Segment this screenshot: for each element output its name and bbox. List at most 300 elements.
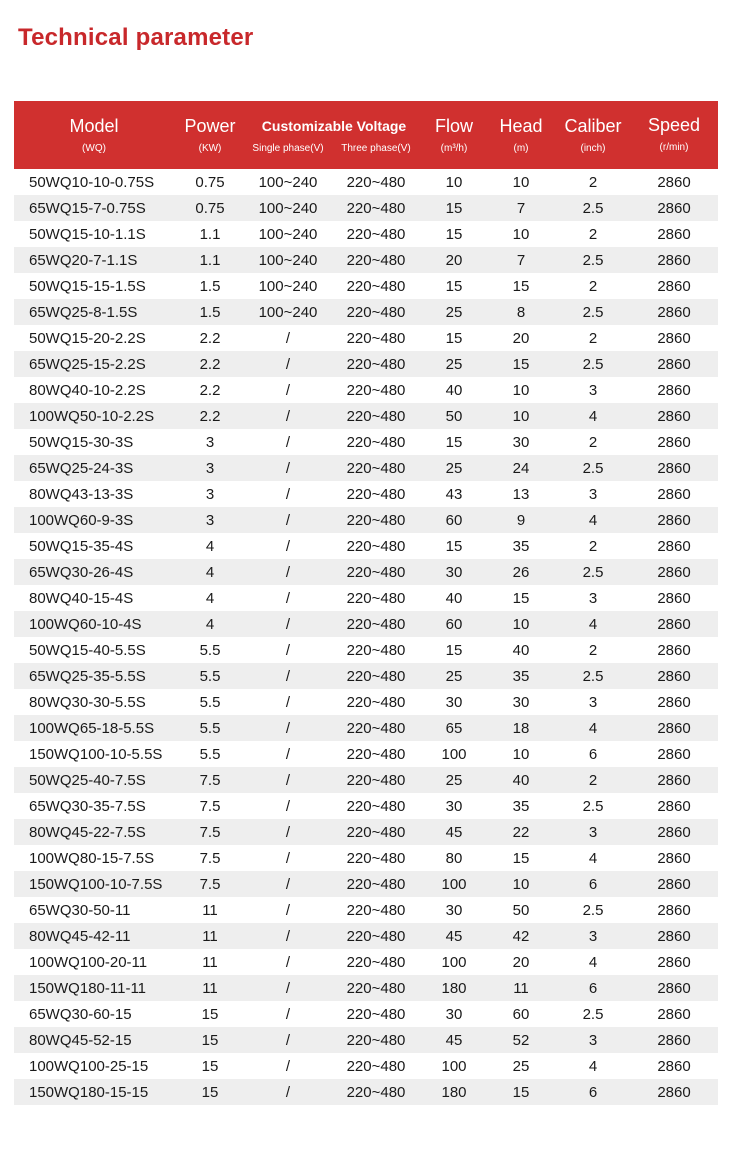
cell-flow: 25 [445,771,463,789]
cell-caliber: 6 [588,875,598,893]
cell-speed: 2860 [657,563,691,581]
technical-parameter-table [14,101,718,1105]
cell-speed: 2860 [657,615,691,633]
cell-caliber: 2 [588,277,598,295]
cell-head: 24 [512,459,530,477]
cell-speed: 2860 [657,537,691,555]
cell-single-phase: / [285,355,291,373]
cell-single-phase: / [285,615,291,633]
cell-speed: 2860 [657,589,691,607]
table-row [14,247,718,273]
cell-flow: 25 [445,303,463,321]
cell-flow: 40 [445,589,463,607]
cell-single-phase: 100~240 [258,303,318,321]
cell-single-phase: / [285,433,291,451]
cell-head: 50 [512,901,530,919]
cell-power: 4 [205,537,215,555]
table-row [14,585,718,611]
cell-caliber: 2.5 [582,901,604,919]
cell-power: 0.75 [195,199,225,217]
cell-model: 150WQ100-10-5.5S [29,745,163,763]
cell-flow: 60 [445,511,463,529]
cell-three-phase: 220~480 [346,927,406,945]
cell-flow: 180 [441,979,467,997]
cell-single-phase: / [285,719,291,737]
cell-speed: 2860 [657,277,691,295]
header-caliber-unit: (inch) [580,143,606,154]
table-row [14,351,718,377]
cell-head: 11 [513,979,529,997]
cell-model: 50WQ15-40-5.5S [29,641,146,659]
cell-three-phase: 220~480 [346,329,406,347]
table-row [14,923,718,949]
cell-three-phase: 220~480 [346,901,406,919]
table-row [14,507,718,533]
cell-power: 3 [205,459,215,477]
table-row [14,897,718,923]
cell-three-phase: 220~480 [346,589,406,607]
cell-speed: 2860 [657,173,691,191]
header-head-unit: (m) [513,143,529,154]
cell-speed: 2860 [657,953,691,971]
cell-flow: 180 [441,1083,467,1101]
cell-flow: 15 [445,225,463,243]
cell-caliber: 6 [588,1083,598,1101]
header-model [14,101,174,169]
cell-model: 50WQ10-10-0.75S [29,173,155,191]
cell-three-phase: 220~480 [346,953,406,971]
header-head [486,101,556,169]
cell-caliber: 3 [588,693,598,711]
cell-caliber: 2 [588,433,598,451]
cell-caliber: 4 [588,849,598,867]
cell-model: 50WQ15-10-1.1S [29,225,146,243]
cell-head: 15 [512,849,530,867]
cell-model: 65WQ15-7-0.75S [29,199,146,217]
cell-head: 42 [512,927,530,945]
cell-head: 40 [512,771,530,789]
cell-head: 30 [512,433,530,451]
cell-three-phase: 220~480 [346,459,406,477]
cell-model: 80WQ40-10-2.2S [29,381,146,399]
cell-power: 3 [205,511,215,529]
cell-model: 100WQ65-18-5.5S [29,719,155,737]
table-row [14,455,718,481]
cell-single-phase: / [285,797,291,815]
cell-power: 11 [202,953,218,971]
header-power [174,101,246,169]
header-row [14,101,718,169]
cell-power: 4 [205,615,215,633]
cell-caliber: 3 [588,823,598,841]
cell-single-phase: / [285,927,291,945]
cell-three-phase: 220~480 [346,381,406,399]
cell-power: 2.2 [199,381,221,399]
cell-model: 100WQ60-10-4S [29,615,142,633]
cell-flow: 20 [445,251,463,269]
cell-three-phase: 220~480 [346,277,406,295]
cell-flow: 15 [445,277,463,295]
cell-head: 35 [512,667,530,685]
cell-caliber: 6 [588,979,598,997]
cell-three-phase: 220~480 [346,173,406,191]
cell-flow: 30 [445,563,463,581]
table-row [14,741,718,767]
cell-caliber: 2.5 [582,251,604,269]
cell-flow: 50 [445,407,463,425]
cell-flow: 30 [445,1005,463,1023]
table-row [14,273,718,299]
cell-caliber: 3 [588,927,598,945]
cell-speed: 2860 [657,485,691,503]
cell-three-phase: 220~480 [346,641,406,659]
header-power-label: Power [184,116,236,136]
cell-head: 10 [512,745,530,763]
cell-power: 1.5 [199,303,221,321]
table-row [14,637,718,663]
cell-speed: 2860 [657,823,691,841]
cell-three-phase: 220~480 [346,745,406,763]
table-row [14,169,718,195]
cell-head: 10 [512,173,530,191]
cell-caliber: 2.5 [582,459,604,477]
cell-caliber: 2.5 [582,1005,604,1023]
cell-power: 3 [205,433,215,451]
cell-speed: 2860 [657,329,691,347]
cell-caliber: 3 [588,589,598,607]
table-row [14,325,718,351]
table-row [14,429,718,455]
cell-model: 100WQ100-20-11 [29,953,148,971]
cell-speed: 2860 [657,667,691,685]
cell-power: 1.1 [199,225,221,243]
table-row [14,819,718,845]
cell-three-phase: 220~480 [346,771,406,789]
header-caliber-label: Caliber [564,116,622,136]
cell-caliber: 6 [588,745,598,763]
cell-speed: 2860 [657,381,691,399]
cell-model: 100WQ80-15-7.5S [29,849,155,867]
header-voltage-subheaders [246,143,422,155]
cell-speed: 2860 [657,641,691,659]
cell-caliber: 3 [588,485,598,503]
cell-power: 2.2 [199,407,221,425]
cell-flow: 15 [445,537,463,555]
cell-model: 65WQ25-35-5.5S [29,667,146,685]
cell-caliber: 2.5 [582,355,604,373]
cell-model: 50WQ25-40-7.5S [29,771,146,789]
cell-model: 65WQ25-8-1.5S [29,303,138,321]
cell-three-phase: 220~480 [346,407,406,425]
cell-speed: 2860 [657,797,691,815]
cell-head: 18 [512,719,530,737]
cell-three-phase: 220~480 [346,719,406,737]
cell-head: 7 [516,251,526,269]
cell-caliber: 2.5 [582,563,604,581]
cell-head: 60 [512,1005,530,1023]
cell-model: 65WQ25-15-2.2S [29,355,146,373]
header-single-phase: Single phase(V) [252,143,324,154]
cell-three-phase: 220~480 [346,1005,406,1023]
table-row [14,949,718,975]
cell-single-phase: 100~240 [258,277,318,295]
cell-flow: 40 [445,381,463,399]
cell-model: 80WQ43-13-3S [29,485,134,503]
cell-single-phase: 100~240 [258,173,318,191]
header-speed-label: Speed [647,115,701,135]
cell-model: 150WQ100-10-7.5S [29,875,163,893]
cell-speed: 2860 [657,901,691,919]
cell-power: 2.2 [199,355,221,373]
cell-power: 5.5 [199,641,221,659]
cell-single-phase: / [285,589,291,607]
table-row [14,377,718,403]
table-row [14,533,718,559]
cell-head: 22 [512,823,530,841]
table-row [14,221,718,247]
cell-head: 15 [512,589,530,607]
table-body [14,169,718,1105]
cell-single-phase: / [285,849,291,867]
cell-caliber: 4 [588,615,598,633]
cell-speed: 2860 [657,719,691,737]
table-row [14,403,718,429]
cell-power: 4 [205,589,215,607]
cell-single-phase: / [285,823,291,841]
cell-model: 80WQ45-42-11 [29,927,131,945]
cell-power: 2.2 [199,329,221,347]
cell-speed: 2860 [657,979,691,997]
cell-model: 80WQ45-52-15 [29,1031,132,1049]
cell-three-phase: 220~480 [346,485,406,503]
table-row [14,299,718,325]
cell-head: 15 [512,355,530,373]
cell-model: 80WQ45-22-7.5S [29,823,146,841]
cell-three-phase: 220~480 [346,667,406,685]
cell-speed: 2860 [657,771,691,789]
cell-three-phase: 220~480 [346,849,406,867]
cell-single-phase: / [285,563,291,581]
header-voltage-label: Customizable Voltage [261,118,407,134]
cell-three-phase: 220~480 [346,537,406,555]
cell-speed: 2860 [657,849,691,867]
cell-model: 100WQ100-25-15 [29,1057,149,1075]
cell-single-phase: / [285,1005,291,1023]
cell-power: 11 [202,927,218,945]
cell-three-phase: 220~480 [346,615,406,633]
header-model-label: Model [69,116,119,136]
cell-flow: 25 [445,667,463,685]
cell-head: 13 [512,485,530,503]
cell-speed: 2860 [657,1005,691,1023]
cell-model: 150WQ180-11-11 [29,979,147,997]
table-row [14,1027,718,1053]
cell-flow: 65 [445,719,463,737]
cell-three-phase: 220~480 [346,199,406,217]
cell-three-phase: 220~480 [346,251,406,269]
cell-head: 25 [512,1057,530,1075]
header-speed [630,101,718,169]
header-power-unit: (KW) [198,143,222,154]
cell-caliber: 4 [588,511,598,529]
cell-speed: 2860 [657,251,691,269]
cell-model: 65WQ20-7-1.1S [29,251,138,269]
cell-model: 150WQ180-15-15 [29,1083,149,1101]
cell-head: 10 [512,615,530,633]
cell-flow: 15 [445,641,463,659]
cell-three-phase: 220~480 [346,875,406,893]
cell-power: 0.75 [195,173,225,191]
cell-flow: 100 [441,745,467,763]
table-row [14,975,718,1001]
cell-power: 11 [202,979,218,997]
table-row [14,715,718,741]
cell-flow: 30 [445,693,463,711]
cell-flow: 30 [445,797,463,815]
cell-model: 65WQ30-26-4S [29,563,134,581]
cell-flow: 25 [445,355,463,373]
cell-single-phase: / [285,329,291,347]
cell-three-phase: 220~480 [346,303,406,321]
table-row [14,1053,718,1079]
cell-three-phase: 220~480 [346,225,406,243]
cell-single-phase: / [285,693,291,711]
header-head-label: Head [499,116,543,136]
cell-caliber: 2.5 [582,667,604,685]
cell-single-phase: / [285,381,291,399]
cell-single-phase: / [285,407,291,425]
cell-model: 80WQ40-15-4S [29,589,134,607]
cell-single-phase: / [285,511,291,529]
cell-head: 8 [516,303,526,321]
cell-speed: 2860 [657,875,691,893]
cell-power: 5.5 [199,693,221,711]
cell-caliber: 2 [588,173,598,191]
cell-single-phase: / [285,1083,291,1101]
table-row [14,663,718,689]
table-row [14,481,718,507]
cell-power: 3 [205,485,215,503]
cell-single-phase: / [285,641,291,659]
cell-speed: 2860 [657,225,691,243]
cell-model: 65WQ30-35-7.5S [29,797,146,815]
table-row [14,793,718,819]
header-voltage [246,101,422,169]
cell-speed: 2860 [657,927,691,945]
cell-speed: 2860 [657,433,691,451]
cell-three-phase: 220~480 [346,823,406,841]
cell-model: 50WQ15-15-1.5S [29,277,146,295]
cell-flow: 15 [445,199,463,217]
header-flow [422,101,486,169]
cell-single-phase: / [285,667,291,685]
cell-power: 5.5 [199,745,221,763]
table-row [14,689,718,715]
table-row [14,845,718,871]
cell-flow: 80 [445,849,463,867]
cell-speed: 2860 [657,199,691,217]
cell-caliber: 2 [588,537,598,555]
cell-single-phase: / [285,953,291,971]
cell-head: 10 [512,381,530,399]
cell-single-phase: / [285,979,291,997]
cell-caliber: 4 [588,1057,598,1075]
table-row [14,767,718,793]
cell-flow: 100 [441,1057,467,1075]
cell-single-phase: 100~240 [258,225,318,243]
cell-power: 7.5 [199,797,221,815]
cell-head: 20 [512,953,530,971]
cell-head: 40 [512,641,530,659]
cell-power: 7.5 [199,823,221,841]
cell-caliber: 2 [588,225,598,243]
cell-power: 15 [201,1057,219,1075]
cell-flow: 45 [445,1031,463,1049]
cell-flow: 30 [445,901,463,919]
cell-single-phase: 100~240 [258,199,318,217]
cell-caliber: 3 [588,381,598,399]
cell-model: 65WQ30-60-15 [29,1005,132,1023]
cell-head: 52 [512,1031,530,1049]
cell-three-phase: 220~480 [346,979,406,997]
cell-three-phase: 220~480 [346,1057,406,1075]
cell-speed: 2860 [657,1057,691,1075]
cell-caliber: 2 [588,771,598,789]
cell-flow: 15 [445,433,463,451]
cell-model: 100WQ50-10-2.2S [29,407,155,425]
table-row [14,611,718,637]
cell-head: 7 [516,199,526,217]
cell-power: 7.5 [199,771,221,789]
cell-caliber: 2.5 [582,303,604,321]
cell-single-phase: / [285,1057,291,1075]
cell-speed: 2860 [657,693,691,711]
cell-model: 50WQ15-30-3S [29,433,134,451]
header-caliber [556,101,630,169]
cell-flow: 25 [445,459,463,477]
table-row [14,195,718,221]
table-row [14,1001,718,1027]
cell-caliber: 4 [588,407,598,425]
cell-three-phase: 220~480 [346,797,406,815]
cell-head: 9 [516,511,526,529]
cell-speed: 2860 [657,355,691,373]
cell-head: 26 [512,563,530,581]
cell-power: 15 [201,1031,219,1049]
cell-head: 35 [512,537,530,555]
cell-flow: 45 [445,927,463,945]
cell-head: 30 [512,693,530,711]
header-model-unit: (WQ) [82,143,106,154]
cell-power: 4 [205,563,215,581]
cell-power: 15 [201,1083,219,1101]
table-row [14,559,718,585]
cell-flow: 100 [441,953,467,971]
cell-three-phase: 220~480 [346,511,406,529]
cell-speed: 2860 [657,459,691,477]
cell-head: 10 [512,875,530,893]
cell-speed: 2860 [657,745,691,763]
cell-power: 15 [201,1005,219,1023]
cell-caliber: 4 [588,953,598,971]
cell-three-phase: 220~480 [346,1083,406,1101]
cell-caliber: 2.5 [582,199,604,217]
cell-three-phase: 220~480 [346,355,406,373]
cell-power: 5.5 [199,719,221,737]
cell-three-phase: 220~480 [346,1031,406,1049]
cell-flow: 43 [445,485,463,503]
cell-head: 20 [512,329,530,347]
